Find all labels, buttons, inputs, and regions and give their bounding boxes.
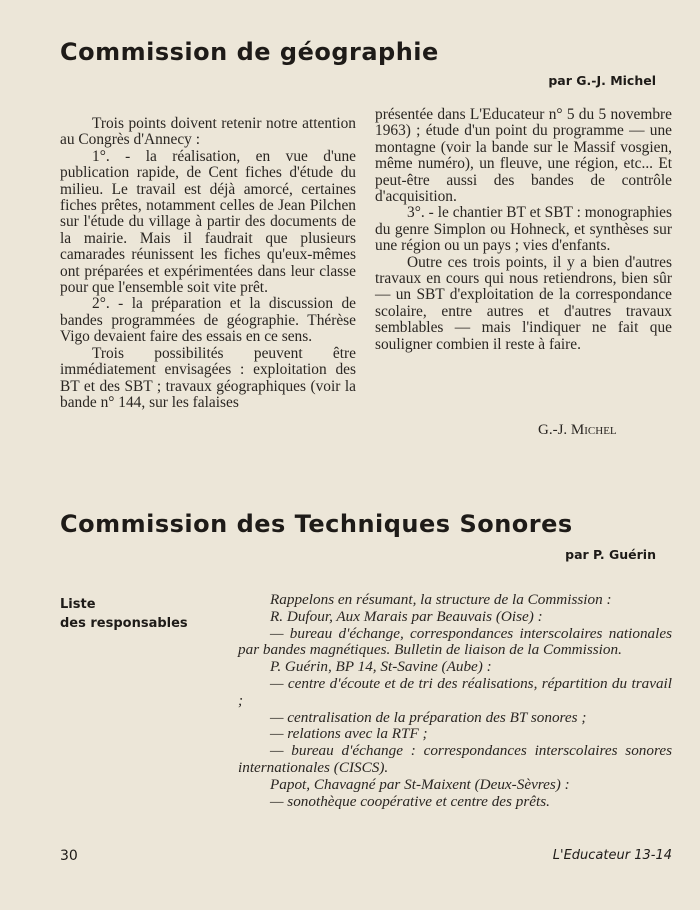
paragraph: Papot, Chavagné par St-Maixent (Deux-Sèvres) :	[270, 775, 570, 793]
label-line: Liste	[60, 597, 96, 612]
paragraph: — relations avec la RTF ;	[270, 725, 428, 743]
journal-footer: L'Educateur 13-14	[552, 848, 672, 863]
paragraph: P. Guérin, BP 14, St-Savine (Aube) :	[270, 658, 492, 676]
paragraph: 2°. - la préparation et la discussion de bandes programmées de géographie. Thérèse Vigo devaient faire des essais en ce sens.	[60, 295, 356, 346]
responsables-list-label	[60, 595, 188, 633]
label-line: des responsables	[60, 616, 188, 631]
paragraph: — sonothèque coopérative et centre des prêts.	[270, 792, 550, 810]
paragraph: R. Dufour, Aux Marais par Beauvais (Oise) :	[270, 607, 543, 625]
sound-techniques-byline: par P. Guérin	[565, 547, 656, 562]
paragraph: — centre d'écoute et de tri des réalisations, répartition du travail ;	[238, 674, 672, 709]
author-signature: G.-J. Michel	[538, 422, 617, 438]
geography-column-left	[60, 116, 356, 411]
paragraph: 1°. - la réalisation, en vue d'une publication rapide, de Cent fiches d'étude du milieu. Le travail est déjà amorcé, certaines fiches prêtes, notamment celles de Jean Pilchen sur l'étude du village à partir des documents de la mairie. Mais il faudrait que plusieurs camarades réunissent les fiches qu'eux-mêmes ont préparées et expérimentées dans leur classe pour que l'ensemble soit vite prêt.	[60, 147, 356, 297]
paragraph: Outre ces trois points, il y a bien d'autres travaux en cours qui nous retiendrons, bien sûr — un SBT d'exploitation de la correspondance scolaire, entre autres et d'autres travaux semblables — mais l'indiquer ne fait que souligner combien il reste à faire.	[375, 253, 672, 353]
paragraph: — centralisation de la préparation des BT sonores ;	[270, 708, 587, 726]
paragraph: présentée dans L'Educateur n° 5 du 5 novembre 1963) ; étude d'un point du programme — une montagne (voir la bande sur le Massif vosgien, même numéro), un fleuve, une région, etc... Et peut-être aussi des bandes de contrôle d'acquisition.	[375, 106, 672, 206]
paragraph: Trois possibilités peuvent être immédiatement envisagées : exploitation des BT et des SBT ; travaux géographiques (voir la bande n° 144, sur les falaises	[60, 344, 356, 411]
geography-byline: par G.-J. Michel	[548, 73, 656, 88]
paragraph: Trois points doivent retenir notre attention au Congrès d'Annecy :	[60, 115, 356, 149]
geography-commission-title: Commission de géographie	[60, 38, 439, 66]
paragraph: Rappelons en résumant, la structure de la Commission :	[270, 591, 612, 608]
paragraph: — bureau d'échange, correspondances interscolaires nationales par bandes magnétiques. Bulletin de liaison de la Commission.	[238, 624, 672, 659]
commission-structure-text	[238, 592, 672, 810]
geography-column-right	[375, 107, 672, 353]
paragraph: — bureau d'échange : correspondances interscolaires sonores internationales (CISCS).	[238, 742, 672, 776]
sound-techniques-commission-title: Commission des Techniques Sonores	[60, 510, 573, 538]
paragraph: 3°. - le chantier BT et SBT : monographies du genre Simplon ou Hohneck, et synthèses sur une région ou un pays ; vies d'enfants.	[375, 204, 672, 255]
page-number: 30	[60, 848, 78, 864]
